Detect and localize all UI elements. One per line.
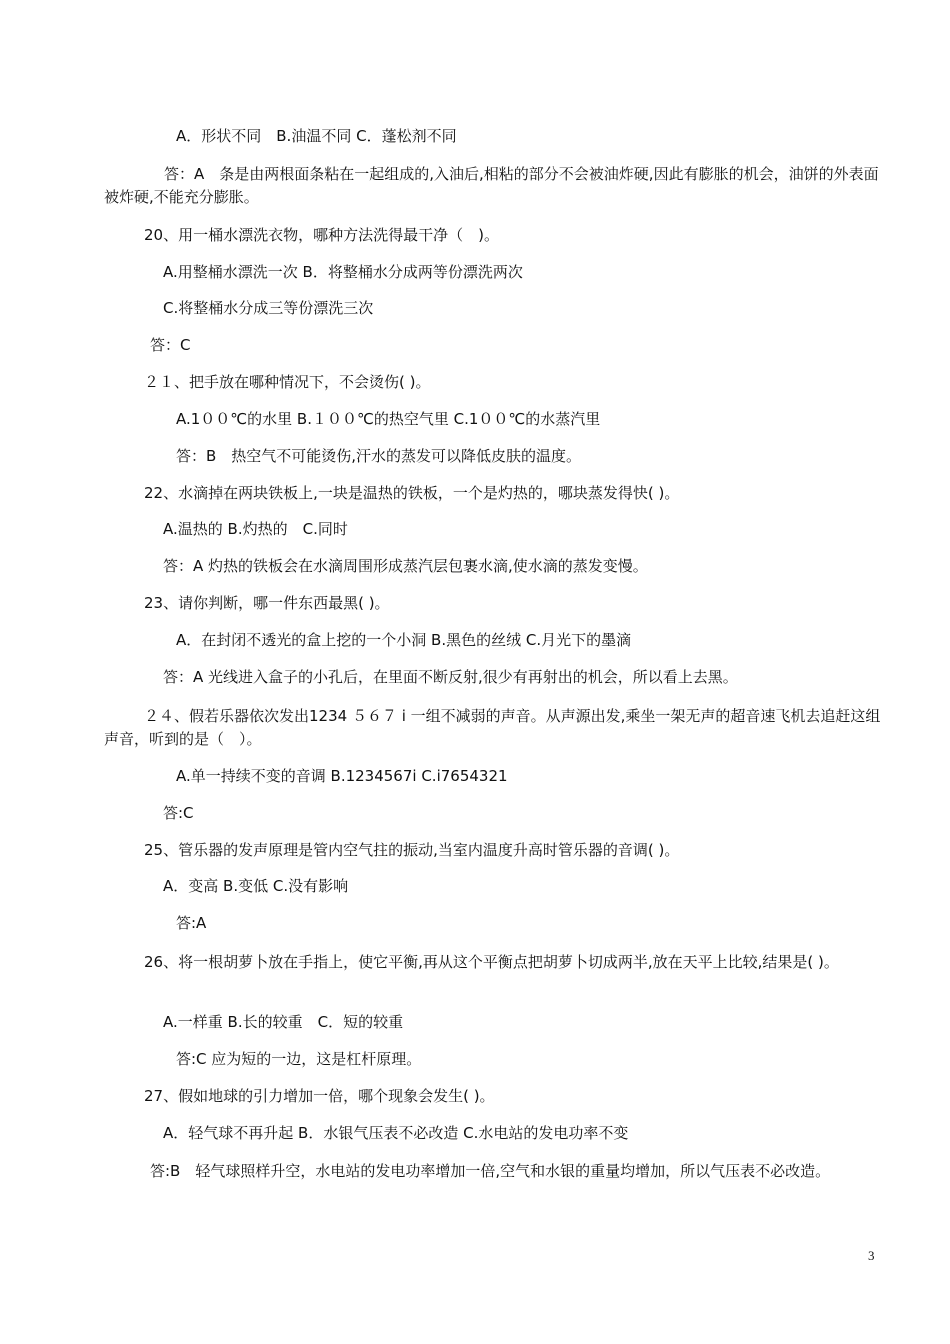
option-line-24: A.单一持续不变的音调 B.1234567i C.i7654321: [176, 767, 508, 785]
option-line-26: A.一样重 B.长的较重 C．短的较重: [163, 1013, 404, 1031]
option-line-20a: A.用整桶水漂洗一次 B．将整桶水分成两等份漂洗两次: [163, 263, 523, 281]
answer-line-25: 答:A: [176, 914, 207, 932]
option-line-19: A．形状不同 B.油温不同 C．蓬松剂不同: [176, 127, 457, 145]
answer-line-23: 答：A 光线进入盒子的小孔后，在里面不断反射,很少有再射出的机会，所以看上去黑。: [163, 668, 738, 686]
question-20: 20、用一桶水漂洗衣物，哪种方法洗得最干净（ )。: [144, 226, 499, 244]
answer-line-22: 答：A 灼热的铁板会在水滴周围形成蒸汽层包裹水滴,使水滴的蒸发变慢。: [163, 557, 648, 575]
question-24: ２４、假若乐器依次发出1234 ５６７ i 一组不减弱的声音。从声源出发,乘坐一架无声的超音速飞机去追赶这组声音，听到的是（ ）。: [104, 707, 881, 748]
question-21: ２１、把手放在哪种情况下，不会烫伤( )。: [144, 373, 431, 391]
option-line-21: A.1００℃的水里 B.１００℃的热空气里 C.1００℃的水蒸汽里: [176, 410, 601, 428]
answer-line-24: 答:C: [163, 804, 194, 822]
question-22: 22、水滴掉在两块铁板上,一块是温热的铁板，一个是灼热的，哪块蒸发得快( )。: [144, 484, 680, 502]
option-line-20b: C.将整桶水分成三等份漂洗三次: [163, 299, 374, 317]
page-number: 3: [868, 1248, 875, 1263]
option-line-22: A.温热的 B.灼热的 C.同时: [163, 520, 348, 538]
option-line-27: A．轻气球不再升起 B．水银气压表不必改造 C.水电站的发电功率不变: [163, 1124, 629, 1142]
answer-line-19: 答：A 条是由两根面条粘在一起组成的,入油后,相粘的部分不会被油炸硬,因此有膨胀的机会，油饼的外表面被炸硬,不能充分膨胀。: [104, 165, 879, 206]
option-line-23: A．在封闭不透光的盒上挖的一个小洞 B.黑色的丝绒 C.月光下的墨滴: [176, 631, 632, 649]
answer-line-27: 答:B 轻气球照样升空，水电站的发电功率增加一倍,空气和水银的重量均增加，所以气压表不必改造。: [150, 1162, 831, 1180]
question-27: 27、假如地球的引力增加一倍，哪个现象会发生( )。: [144, 1087, 495, 1105]
question-23: 23、请你判断，哪一件东西最黑( )。: [144, 594, 390, 612]
answer-line-26: 答:C 应为短的一边，这是杠杆原理。: [176, 1050, 422, 1068]
question-25: 25、管乐器的发声原理是管内空气拄的振动,当室内温度升高时管乐器的音调( )。: [144, 841, 680, 859]
question-26: 26、将一根胡萝卜放在手指上，使它平衡,再从这个平衡点把胡萝卜切成两半,放在天平上比较,结果是( )。: [144, 953, 839, 971]
option-line-25: A．变高 B.变低 C.没有影响: [163, 877, 349, 895]
answer-line-20: 答：C: [150, 336, 191, 354]
answer-line-21: 答：B 热空气不可能烫伤,汗水的蒸发可以降低皮肤的温度。: [176, 447, 582, 465]
